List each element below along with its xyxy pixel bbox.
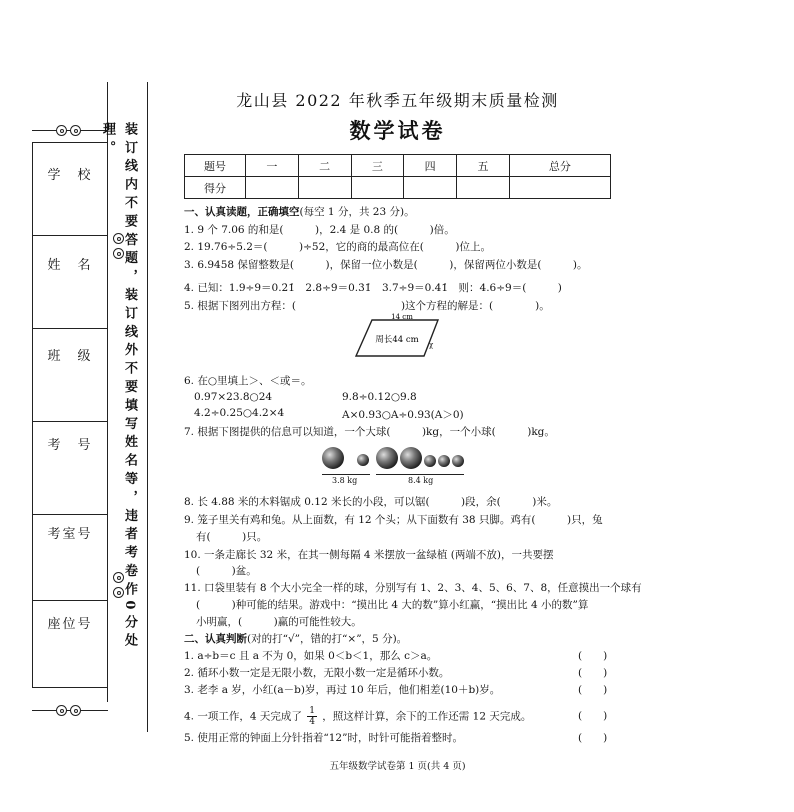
balls-left-weight: 3.8 kg xyxy=(332,476,358,485)
section1-title: 一、认真读题，正确填空 xyxy=(184,206,300,218)
small-ball-icon xyxy=(438,455,450,467)
fraction-denominator: 4 xyxy=(309,717,315,727)
field-divider xyxy=(32,514,108,515)
question-11-line3: 小明赢，( )赢的可能性较大。 xyxy=(196,616,362,628)
judge-5-answer[interactable]: ( ) xyxy=(578,732,608,744)
parallelogram-figure xyxy=(350,312,450,362)
score-row-label: 得分 xyxy=(185,177,246,199)
school-field-label[interactable]: 学 校 xyxy=(47,168,93,183)
judge-2: 2. 循环小数一定是无限小数，无限小数一定是循环小数。 xyxy=(184,667,450,679)
question-10-line1: 10. 一条走廊长 32 米，在其一侧每隔 4 米摆放一盆绿植 (两端不放)，一共要摆 xyxy=(184,549,554,561)
page-footer: 五年级数学试卷第 1 页(共 4 页) xyxy=(329,761,466,772)
question-6b: 9.8÷0.12○9.8 xyxy=(342,391,417,403)
score-header-cell: 三 xyxy=(351,155,404,177)
score-cell[interactable] xyxy=(404,177,457,199)
parallelogram-side-label: χ xyxy=(429,341,434,349)
fraction-numerator: 1 xyxy=(309,706,315,716)
score-header-cell: 四 xyxy=(404,155,457,177)
question-9-line2: 有( )只。 xyxy=(196,531,268,543)
balls-right-weight: 8.4 kg xyxy=(408,476,434,485)
judge-1-answer[interactable]: ( ) xyxy=(578,650,608,662)
section2-title: 二、认真判断 xyxy=(184,633,247,645)
judge-4-text-start: 4. 一项工作，4 天完成了 xyxy=(184,710,302,723)
question-4: 4. 已知：1.9÷9＝0.2̇1̇ 2.8÷9＝0.3̇1̇ 3.7÷9＝0.4̇1̇ 则：4.6÷9＝( ) xyxy=(184,282,562,294)
judge-4-text-end: ，照这样计算，余下的工作还需 12 天完成。 xyxy=(322,710,532,723)
small-ball-icon xyxy=(452,455,464,467)
binding-ring-icon xyxy=(70,705,81,716)
question-11-line1: 11. 口袋里装有 8 个大小完全一样的球，分别写有 1、2、3、4、5、6、7、8，任意摸出一个球有 xyxy=(184,582,642,594)
big-ball-icon xyxy=(376,447,398,469)
exam-number-field-label[interactable]: 考 号 xyxy=(47,438,93,453)
balls-left-bracket xyxy=(322,474,370,475)
judge-5: 5. 使用正常的钟面上分针指着“12”时，时针可能指着整时。 xyxy=(184,732,463,744)
score-header-cell: 一 xyxy=(246,155,299,177)
question-6: 6. 在○里填上＞、＜或＝。 xyxy=(184,375,312,387)
big-ball-icon xyxy=(322,447,344,469)
judge-3: 3. 老李 a 岁，小红(a－b)岁，再过 10 年后，他们相差(10＋b)岁。 xyxy=(184,684,501,696)
question-1: 1. 9 个 7.06 的和是( )，2.4 是 0.8 的( )倍。 xyxy=(184,224,455,236)
score-cell[interactable] xyxy=(351,177,404,199)
question-7: 7. 根据下图提供的信息可以知道，一个大球( )kg，一个小球( )kg。 xyxy=(184,426,555,438)
score-cell[interactable] xyxy=(246,177,299,199)
fraction xyxy=(307,706,317,727)
score-cell[interactable] xyxy=(457,177,510,199)
question-6d: A×0.93○A÷0.93(A＞0) xyxy=(342,409,464,421)
question-3: 3. 6.9458 保留整数是( )，保留一位小数是( )，保留两位小数是( )。 xyxy=(184,259,588,271)
score-header-cell: 二 xyxy=(298,155,351,177)
question-9-line1: 9. 笼子里关有鸡和兔。从上面数，有 12 个头；从下面数有 38 只脚。鸡有( )只，兔 xyxy=(184,514,603,526)
small-ball-icon xyxy=(357,454,369,466)
question-10-line2: ( )盆。 xyxy=(196,565,257,577)
score-table-score-row xyxy=(185,177,611,199)
exam-room-field-label[interactable]: 考室号 xyxy=(47,527,93,542)
score-cell[interactable] xyxy=(509,177,610,199)
question-5: 5. 根据下图列出方程：( )这个方程的解是：( )。 xyxy=(184,300,550,312)
question-11-line2: ( )种可能的结果。游戏中：“摸出比 4 大的数”算小红赢，“摸出比 4 小的数”算 xyxy=(196,599,589,611)
class-field-label[interactable]: 班 级 xyxy=(47,349,93,364)
section2-heading xyxy=(184,631,407,646)
question-6a: 0.97×23.8○24 xyxy=(194,391,273,403)
parallelogram-top-label: 14 cm xyxy=(391,313,413,321)
field-divider xyxy=(32,328,108,329)
score-cell[interactable] xyxy=(298,177,351,199)
score-header-cell: 题号 xyxy=(185,155,246,177)
question-6c: 4.2÷0.25○4.2×4 xyxy=(194,407,285,419)
judge-3-answer[interactable]: ( ) xyxy=(578,684,608,696)
section1-heading xyxy=(184,204,415,219)
seat-number-field-label[interactable]: 座位号 xyxy=(47,617,93,632)
name-field-label[interactable]: 姓 名 xyxy=(47,258,93,273)
student-info-frame xyxy=(32,142,108,688)
section1-note: (每空 1 分，共 23 分)。 xyxy=(299,206,415,218)
field-divider xyxy=(32,421,108,422)
field-divider xyxy=(32,235,108,236)
score-header-cell: 五 xyxy=(457,155,510,177)
judge-4-answer[interactable]: ( ) xyxy=(578,710,608,722)
binding-ring-icon xyxy=(70,125,81,136)
score-table-header-row xyxy=(185,155,611,177)
binding-ring-icon xyxy=(56,705,67,716)
exam-subject: 数学试卷 xyxy=(349,118,446,143)
small-ball-icon xyxy=(424,455,436,467)
binding-line-inner xyxy=(147,82,148,732)
binding-note: 装订线内不要答题，装订线外不要填写姓名等，违者考卷作0分处理。 xyxy=(100,122,137,652)
score-table xyxy=(184,154,611,199)
judge-2-answer[interactable]: ( ) xyxy=(578,667,608,679)
parallelogram-inner-label: 周长44 cm xyxy=(375,335,419,345)
score-header-cell: 总分 xyxy=(509,155,610,177)
big-ball-icon xyxy=(400,447,422,469)
binding-ring-icon xyxy=(56,125,67,136)
balls-right-bracket xyxy=(376,474,464,475)
field-divider xyxy=(32,600,108,601)
judge-1: 1. a÷b＝c 且 a 不为 0，如果 0＜b＜1，那么 c＞a。 xyxy=(184,650,438,662)
question-8: 8. 长 4.88 米的木料锯成 0.12 米长的小段，可以锯( )段，余( )米。 xyxy=(184,496,558,508)
question-2: 2. 19.76÷5.2＝( )÷52，它的商的最高位在( )位上。 xyxy=(184,241,491,253)
section2-note: (对的打“√”，错的打“×”，5 分)。 xyxy=(247,633,408,645)
judge-4 xyxy=(184,706,531,727)
exam-title: 龙山县 2022 年秋季五年级期末质量检测 xyxy=(236,91,559,110)
